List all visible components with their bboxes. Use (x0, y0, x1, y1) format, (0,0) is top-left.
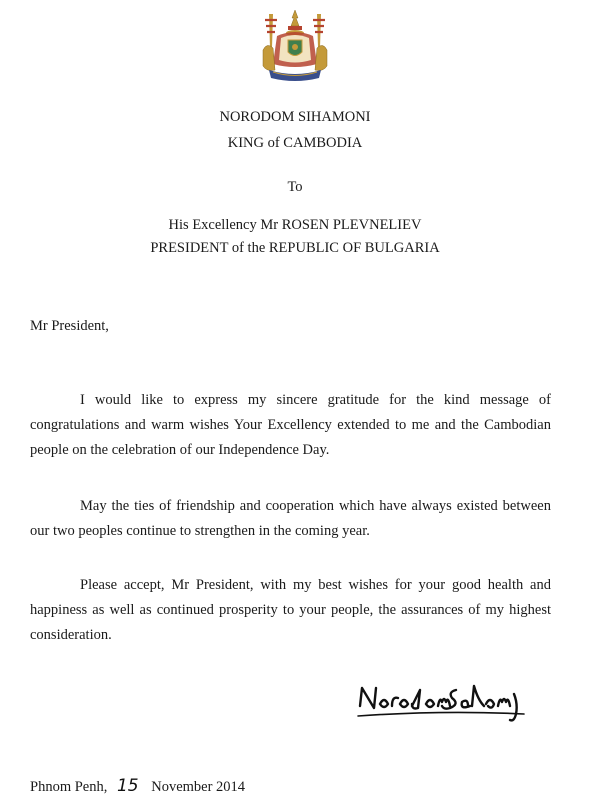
place-and-date (30, 776, 245, 797)
recipient-name: His Excellency Mr ROSEN PLEVNELIEV (168, 217, 422, 233)
handwritten-signature-icon (352, 676, 532, 724)
sender-title: KING of CAMBODIA (227, 135, 363, 151)
body-paragraph-3 (30, 573, 551, 648)
closing-month-year: November 2014 (151, 779, 246, 795)
paragraph-text: May the ties of friendship and cooperation which have always existed between our two peoples continue to strengthen in the coming year. (30, 498, 551, 539)
to-label: To (287, 179, 303, 195)
body-paragraph-2 (30, 494, 551, 544)
salutation: Mr President, (30, 318, 109, 334)
royal-arms-of-cambodia-icon (255, 8, 335, 84)
closing-day: 15 (116, 776, 139, 796)
closing-place: Phnom Penh, (30, 779, 108, 795)
sender-name: NORODOM SIHAMONI (219, 109, 371, 125)
paragraph-text: Please accept, Mr President, with my best wishes for your good health and happiness as well as continued prosperity to your people, the assurances of my highest consideration. (30, 577, 551, 643)
recipient-title: PRESIDENT of the REPUBLIC OF BULGARIA (150, 240, 440, 256)
paragraph-text: I would like to express my sincere gratitude for the kind message of congratulations and warm wishes Your Excellency extended to me and the Cambodian people on the celebration of our Independence Day. (30, 392, 551, 458)
body-paragraph-1 (30, 388, 551, 463)
